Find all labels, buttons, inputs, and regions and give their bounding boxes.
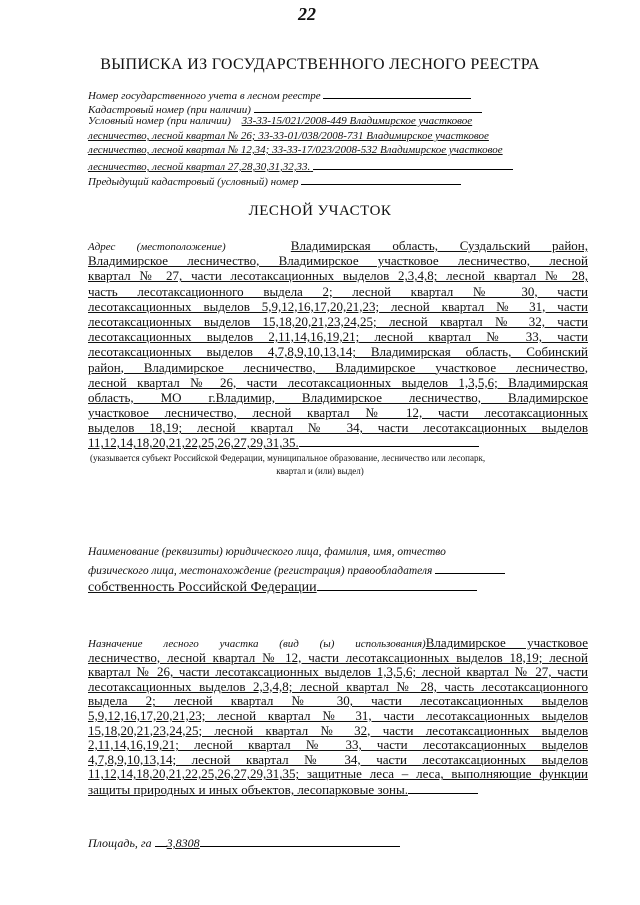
- previous-number-row: [88, 173, 461, 188]
- address-block: [88, 238, 588, 451]
- owner-label-1: Наименование (реквизиты) юридического лица, фамилия, имя, отчество: [88, 546, 446, 558]
- cadastral-row: [88, 101, 482, 116]
- purpose-line: 4,7,8,9,10,13,14; лесной квартал № 34, части лесотаксационных выделов: [88, 751, 588, 767]
- state-number-row: [88, 87, 471, 102]
- cadastral-label: Кадастровый номер (при наличии): [88, 104, 251, 116]
- area-value: 3,8308: [166, 836, 200, 850]
- conditional-line-4-blank: [313, 158, 513, 170]
- address-line: лесотаксационных выделов 15,18,20,21,23,24,25; лесной квартал № 32, части: [88, 313, 588, 329]
- state-number-blank: [323, 87, 471, 99]
- address-line: 11,12,14,18,20,21,22,25,26,27,29,31,35.: [88, 435, 299, 451]
- purpose-line: Владимирское участковое: [425, 635, 588, 650]
- purpose-line: лесотаксационных выделов 2,3,4,8; лесной квартал № 28, часть лесотаксационного: [88, 678, 588, 694]
- conditional-row: [88, 115, 472, 127]
- owner-blank: [435, 562, 505, 574]
- address-line: участковое лесничество, лесной квартал № 12, части лесотаксационных: [88, 405, 588, 421]
- address-note-2: квартал и (или) выдел): [276, 466, 364, 476]
- owner-value: собственность Российской Федерации: [88, 580, 317, 595]
- address-line: Владимирская область, Суздальский район,: [290, 238, 588, 253]
- address-line: часть лесотаксационного выдела 2; лесной квартал № 30, части: [88, 283, 588, 299]
- purpose-line: защиты природных и иных объектов, лесопарковые зоны.: [88, 781, 408, 797]
- address-note-1: (указывается субъект Российской Федерации, муниципальное образование, лесничество или лесопарк,: [90, 453, 486, 463]
- address-line: область, МО г.Владимир, Владимирское лесничество, Владимирское: [88, 389, 588, 405]
- address-row-1: [88, 238, 588, 253]
- address-line: лесотаксационных выделов 4,7,8,9,10,13,14; Владимирская область, Собинский: [88, 344, 588, 360]
- purpose-label: Назначение лесного участка (вид (ы) использования): [88, 638, 426, 650]
- owner-value-blank: [317, 576, 477, 591]
- purpose-line: 11,12,14,18,20,21,22,25,26,27,29,31,35; защитные леса – леса, выполняющие функции: [88, 766, 588, 782]
- purpose-line: 5,9,12,16,17,20,21,23; лесной квартал № 31, части лесотаксационных выделов: [88, 707, 588, 723]
- address-line: район, Владимирское лесничество, Владимирское участковое лесничество,: [88, 359, 588, 375]
- address-line: лесотаксационных выделов 5,9,12,16,17,20,21,23; лесной квартал № 31, части: [88, 298, 588, 314]
- address-line: выделов 18,19; лесной квартал № 34, части лесотаксационных выделов: [88, 420, 588, 436]
- section-title: ЛЕСНОЙ УЧАСТОК: [248, 203, 392, 219]
- address-line: лесотаксационных выделов 2,11,14,16,19,21; лесной квартал № 33, части: [88, 329, 588, 345]
- purpose-block: [88, 636, 588, 797]
- state-number-label: Номер государственного учета в лесном реестре: [88, 90, 321, 102]
- owner-label-row-2: [88, 562, 505, 577]
- address-line: Владимирское лесничество, Владимирское участковое лесничество, лесной: [88, 253, 588, 269]
- previous-number-blank: [301, 173, 461, 185]
- conditional-line-3: лесничество, лесной квартал № 12,34; 33-33-17/023/2008-532 Владимирское участковое: [88, 144, 503, 156]
- conditional-line-4: [88, 158, 513, 173]
- purpose-line: выдела 2; лесной квартал № 30, части лесотаксационных выделов: [88, 693, 588, 709]
- purpose-last-row: [88, 782, 588, 797]
- address-line: квартал № 27, части лесотаксационных выделов 2,3,4,8; лесной квартал № 28,: [88, 268, 588, 284]
- purpose-line: 15,18,20,21,23,24,25; лесной квартал № 32, части лесотаксационных выделов: [88, 722, 588, 738]
- purpose-blank: [408, 782, 478, 794]
- purpose-line: лесничество, лесной квартал № 12, части лесотаксационных выделов 18,19; лесной: [88, 649, 588, 665]
- conditional-label: Условный номер (при наличии): [88, 115, 231, 127]
- document-title: ВЫПИСКА ИЗ ГОСУДАРСТВЕННОГО ЛЕСНОГО РЕЕСТРА: [100, 56, 540, 73]
- conditional-line-2: лесничество, лесной квартал № 26; 33-33-01/038/2008-731 Владимирское участковое: [88, 130, 489, 142]
- owner-label-2: физического лица, местонахождение (регистрация) правообладателя: [88, 565, 433, 577]
- area-row: [88, 835, 400, 851]
- previous-number-label: Предыдущий кадастровый (условный) номер: [88, 176, 299, 188]
- address-label: Адрес (местоположение): [88, 241, 226, 253]
- purpose-line: квартал № 26, части лесотаксационных выделов 1,3,5,6; лесной квартал № 27, части: [88, 664, 588, 680]
- area-label: Площадь, га: [88, 836, 152, 850]
- cadastral-blank: [254, 101, 482, 113]
- owner-value-row: [88, 576, 477, 596]
- area-blank-right: [200, 835, 400, 847]
- conditional-line-4-text: лесничество, лесной квартал 27,28,30,31,32,33.: [88, 161, 311, 173]
- address-last-row: [88, 435, 588, 450]
- area-blank-left: [155, 835, 167, 847]
- purpose-row-1: [88, 636, 588, 651]
- page-number: 22: [298, 4, 316, 24]
- conditional-line-1: 33-33-15/021/2008-449 Владимирское участковое: [241, 115, 473, 127]
- address-blank: [299, 435, 479, 447]
- purpose-line: 2,11,14,16,19,21; лесной квартал № 33, части лесотаксационных выделов: [88, 737, 588, 753]
- address-line: лесной квартал № 26, части лесотаксационных выделов 1,3,5,6; Владимирская: [88, 374, 588, 390]
